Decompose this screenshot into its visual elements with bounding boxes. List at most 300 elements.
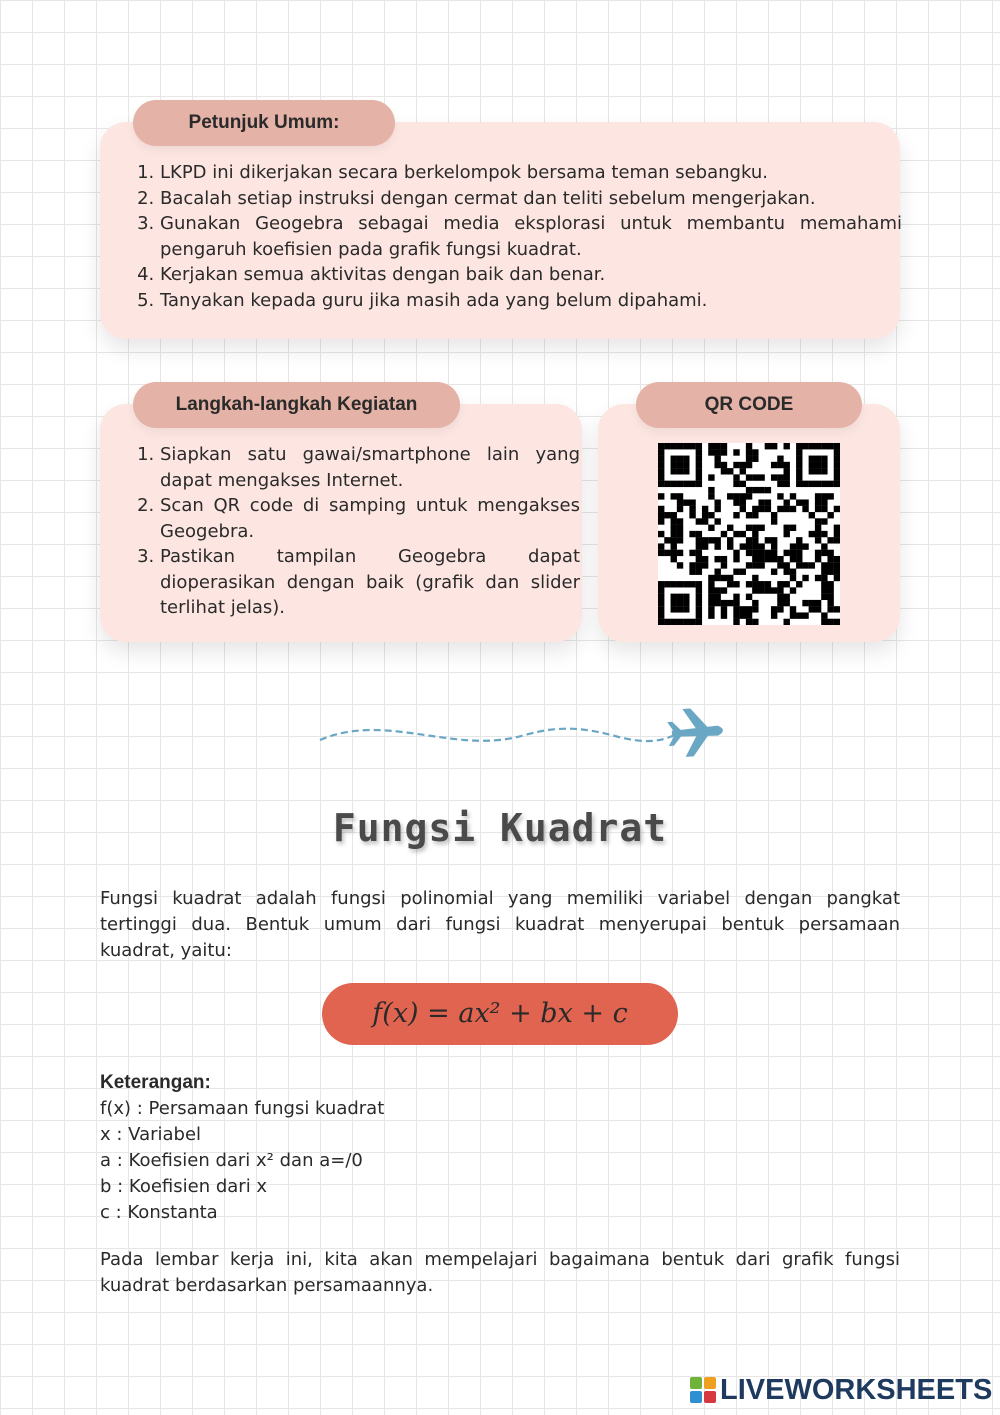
qr-code[interactable] — [658, 443, 840, 625]
qr-module — [677, 594, 683, 600]
qr-module — [714, 569, 720, 575]
qr-module — [809, 606, 815, 612]
qr-module — [784, 581, 790, 587]
qr-module — [658, 612, 664, 618]
qr-module — [702, 543, 708, 549]
qr-module — [721, 575, 727, 581]
qr-module — [771, 512, 777, 518]
qr-module — [827, 562, 833, 568]
qr-module — [683, 462, 689, 468]
qr-module — [784, 600, 790, 606]
qr-module — [727, 600, 733, 606]
qr-module — [758, 474, 764, 480]
qr-module — [740, 543, 746, 549]
qr-module — [796, 537, 802, 543]
qr-module — [796, 481, 802, 487]
qr-module — [809, 468, 815, 474]
qr-module — [658, 506, 664, 512]
qr-module — [796, 449, 802, 455]
qr-module — [746, 606, 752, 612]
qr-module — [677, 518, 683, 524]
qr-module — [784, 531, 790, 537]
qr-module — [790, 606, 796, 612]
qr-module — [777, 594, 783, 600]
qr-module — [658, 493, 664, 499]
qr-module — [658, 512, 664, 518]
airplane-decoration — [315, 700, 725, 760]
qr-module — [683, 594, 689, 600]
qr-module — [708, 493, 714, 499]
qr-module — [790, 569, 796, 575]
qr-module — [671, 456, 677, 462]
qr-module — [771, 462, 777, 468]
qr-module — [834, 531, 840, 537]
qr-module — [821, 550, 827, 556]
qr-module — [696, 594, 702, 600]
logo-mark-icon — [690, 1377, 716, 1403]
qr-module — [671, 581, 677, 587]
qr-module — [815, 550, 821, 556]
qr-module — [752, 537, 758, 543]
qr-module — [821, 468, 827, 474]
qr-module — [664, 537, 670, 543]
qr-module — [796, 543, 802, 549]
qr-module — [696, 600, 702, 606]
qr-module — [821, 581, 827, 587]
qr-module — [714, 543, 720, 549]
qr-module — [689, 550, 695, 556]
qr-module — [784, 474, 790, 480]
qr-module — [784, 481, 790, 487]
qr-module — [796, 612, 802, 618]
qr-module — [777, 600, 783, 606]
qr-module — [796, 456, 802, 462]
qr-module — [683, 581, 689, 587]
qr-module — [689, 481, 695, 487]
qr-module — [746, 537, 752, 543]
qr-module — [815, 600, 821, 606]
qr-module — [777, 556, 783, 562]
qr-module — [702, 556, 708, 562]
qr-module — [740, 468, 746, 474]
qr-module — [740, 462, 746, 468]
qr-module — [815, 468, 821, 474]
qr-module — [821, 594, 827, 600]
qr-module — [790, 493, 796, 499]
qr-module — [683, 443, 689, 449]
qr-module — [758, 550, 764, 556]
qr-module — [708, 612, 714, 618]
qr-module — [821, 462, 827, 468]
qr-module — [821, 499, 827, 505]
qr-module — [733, 481, 739, 487]
qr-module — [702, 562, 708, 568]
qr-module — [784, 499, 790, 505]
steps-list — [138, 442, 580, 621]
qr-module — [671, 550, 677, 556]
qr-module — [752, 525, 758, 531]
qr-module — [758, 487, 764, 493]
qr-module — [714, 587, 720, 593]
qr-module — [702, 537, 708, 543]
qr-module — [733, 619, 739, 625]
qr-module — [821, 493, 827, 499]
qr-module — [777, 474, 783, 480]
qr-module — [815, 481, 821, 487]
qr-module — [733, 581, 739, 587]
qr-module — [671, 543, 677, 549]
qr-module — [802, 506, 808, 512]
qr-module — [821, 619, 827, 625]
qr-module — [714, 600, 720, 606]
qr-module — [696, 449, 702, 455]
qr-module — [696, 468, 702, 474]
qr-module — [809, 462, 815, 468]
qr-module — [752, 562, 758, 568]
qr-module — [683, 606, 689, 612]
qr-module — [689, 562, 695, 568]
qr-module — [708, 443, 714, 449]
qr-module — [696, 612, 702, 618]
qr-module — [696, 537, 702, 543]
intro-paragraph: Fungsi kuadrat adalah fungsi polinomial yang memiliki variabel dengan pangkat tertinggi dua. Bentuk umum dari fungsi kuadrat menyerupai bentuk persamaan kuadrat, yaitu: — [100, 888, 900, 961]
qr-module — [809, 512, 815, 518]
qr-module — [821, 612, 827, 618]
qr-module — [714, 456, 720, 462]
qr-module — [658, 531, 664, 537]
qr-module — [821, 587, 827, 593]
qr-module — [796, 556, 802, 562]
qr-module — [689, 443, 695, 449]
qr-module — [733, 594, 739, 600]
list-item: 5. Tanyakan kepada guru jika masih ada yang belum dipahami. — [160, 288, 902, 314]
qr-module — [664, 481, 670, 487]
qr-module — [677, 462, 683, 468]
qr-module — [733, 612, 739, 618]
qr-module — [733, 569, 739, 575]
qr-module — [752, 456, 758, 462]
qr-module — [721, 443, 727, 449]
qr-module — [658, 462, 664, 468]
qr-module — [758, 506, 764, 512]
qr-module — [834, 443, 840, 449]
qr-module — [658, 587, 664, 593]
qr-module — [677, 493, 683, 499]
qr-module — [746, 487, 752, 493]
qr-module — [815, 537, 821, 543]
qr-module — [683, 481, 689, 487]
qr-module — [677, 619, 683, 625]
qr-module — [721, 462, 727, 468]
qr-module — [758, 556, 764, 562]
qr-module — [802, 612, 808, 618]
qr-module — [802, 543, 808, 549]
qr-module — [746, 543, 752, 549]
qr-module — [746, 462, 752, 468]
qr-module — [802, 499, 808, 505]
qr-module — [796, 474, 802, 480]
qr-module — [796, 581, 802, 587]
qr-module — [784, 443, 790, 449]
qr-module — [671, 600, 677, 606]
qr-module — [658, 449, 664, 455]
qr-module — [671, 443, 677, 449]
qr-module — [827, 587, 833, 593]
qr-module — [790, 506, 796, 512]
qr-module — [821, 531, 827, 537]
qr-module — [658, 619, 664, 625]
qr-module — [689, 506, 695, 512]
qr-module — [658, 550, 664, 556]
qr-module — [658, 474, 664, 480]
qr-module — [802, 443, 808, 449]
qr-module — [752, 512, 758, 518]
note-line: x : Variabel — [100, 1124, 202, 1145]
qr-module — [815, 499, 821, 505]
qr-module — [815, 525, 821, 531]
qr-module — [696, 587, 702, 593]
qr-module — [683, 619, 689, 625]
list-item: 2. Scan QR code di samping untuk mengakses Geogebra. — [160, 493, 580, 544]
qr-module — [721, 562, 727, 568]
qr-module — [765, 537, 771, 543]
qr-module — [696, 562, 702, 568]
qr-module — [815, 443, 821, 449]
qr-module — [746, 550, 752, 556]
qr-module — [827, 537, 833, 543]
qr-module — [746, 581, 752, 587]
qr-module — [689, 569, 695, 575]
qr-module — [777, 456, 783, 462]
qr-module — [790, 556, 796, 562]
qr-module — [721, 556, 727, 562]
closing-paragraph: Pada lembar kerja ini, kita akan mempelajari bagaimana bentuk dari grafik fungsi kuadrat berdasarkan persamaannya. — [100, 1249, 900, 1296]
qr-module — [834, 449, 840, 455]
qr-module — [658, 594, 664, 600]
qr-module — [752, 587, 758, 593]
qr-module — [771, 606, 777, 612]
qr-module — [752, 506, 758, 512]
qr-module — [740, 531, 746, 537]
qr-module — [834, 575, 840, 581]
qr-module — [671, 594, 677, 600]
qr-module — [727, 543, 733, 549]
qr-module — [746, 443, 752, 449]
qr-module — [777, 481, 783, 487]
qr-module — [771, 612, 777, 618]
qr-module — [834, 606, 840, 612]
qr-module — [777, 562, 783, 568]
qr-module — [765, 556, 771, 562]
qr-module — [671, 518, 677, 524]
qr-module — [671, 462, 677, 468]
qr-module — [752, 487, 758, 493]
qr-module — [809, 531, 815, 537]
qr-module — [733, 531, 739, 537]
qr-module — [784, 506, 790, 512]
qr-module — [658, 581, 664, 587]
qr-module — [827, 619, 833, 625]
qr-module — [733, 449, 739, 455]
qr-module — [677, 525, 683, 531]
qr-module — [765, 581, 771, 587]
qr-module — [765, 587, 771, 593]
qr-module — [708, 449, 714, 455]
qr-module — [765, 443, 771, 449]
qr-module — [671, 531, 677, 537]
qr-module — [740, 499, 746, 505]
qr-module — [752, 543, 758, 549]
qr-module — [733, 493, 739, 499]
qr-module — [677, 581, 683, 587]
qr-module — [671, 537, 677, 543]
qr-module — [746, 474, 752, 480]
list-item: 1. Siapkan satu gawai/smartphone lain yang dapat mengakses Internet. — [160, 442, 580, 493]
qr-module — [740, 493, 746, 499]
qr-module — [815, 531, 821, 537]
qr-module — [827, 606, 833, 612]
qr-module — [689, 499, 695, 505]
qr-module — [714, 499, 720, 505]
qr-module — [834, 569, 840, 575]
qr-module — [714, 506, 720, 512]
qr-module — [752, 581, 758, 587]
qr-module — [752, 600, 758, 606]
qr-module — [677, 456, 683, 462]
qr-module — [784, 594, 790, 600]
qr-module — [721, 612, 727, 618]
note-line: b : Koefisien dari x — [100, 1176, 268, 1197]
qr-module — [733, 512, 739, 518]
qr-module — [696, 606, 702, 612]
qr-module — [727, 525, 733, 531]
qr-module — [696, 481, 702, 487]
qr-module — [714, 556, 720, 562]
qr-module — [683, 600, 689, 606]
qr-module — [671, 468, 677, 474]
qr-module — [834, 474, 840, 480]
qr-module — [771, 587, 777, 593]
qr-module — [827, 594, 833, 600]
qr-module — [714, 462, 720, 468]
qr-module — [771, 443, 777, 449]
qr-module — [771, 550, 777, 556]
qr-module — [740, 506, 746, 512]
qr-module — [790, 587, 796, 593]
list-item: 3. Pastikan tampilan Geogebra dapat dioperasikan dengan baik (grafik dan slider terlihat jelas). — [160, 544, 580, 621]
qr-module — [777, 581, 783, 587]
qr-module — [827, 512, 833, 518]
qr-module — [708, 600, 714, 606]
qr-module — [658, 456, 664, 462]
qr-module — [746, 449, 752, 455]
qr-module — [796, 562, 802, 568]
qr-module — [696, 518, 702, 524]
qr-module — [696, 443, 702, 449]
qr-module — [658, 481, 664, 487]
qr-module — [777, 606, 783, 612]
qr-module — [677, 443, 683, 449]
qr-module — [664, 581, 670, 587]
general-instructions-list — [138, 160, 902, 313]
formula-badge: f(x) = ax² + bx + c — [322, 983, 678, 1045]
qr-module — [677, 550, 683, 556]
qr-module — [696, 462, 702, 468]
general-instructions-title: Petunjuk Umum: — [133, 100, 395, 146]
qr-module — [834, 619, 840, 625]
qr-module — [664, 550, 670, 556]
qr-module — [827, 481, 833, 487]
qr-module — [790, 550, 796, 556]
qr-module — [733, 556, 739, 562]
qr-module — [677, 600, 683, 606]
qr-module — [746, 562, 752, 568]
list-item: 1. LKPD ini dikerjakan secara berkelompok bersama teman sebangku. — [160, 160, 902, 186]
qr-module — [834, 456, 840, 462]
qr-module — [708, 606, 714, 612]
notes-title: Keterangan: — [100, 1072, 211, 1093]
qr-module — [796, 550, 802, 556]
qr-module — [696, 556, 702, 562]
qr-module — [827, 556, 833, 562]
qr-module — [696, 456, 702, 462]
qr-module — [740, 606, 746, 612]
qr-module — [727, 575, 733, 581]
qr-module — [771, 474, 777, 480]
qr-module — [714, 537, 720, 543]
qr-module — [746, 456, 752, 462]
list-item: 3. Gunakan Geogebra sebagai media eksplorasi untuk membantu memahami pengaruh koefisien pada grafik fungsi kuadrat. — [160, 211, 902, 262]
qr-module — [834, 562, 840, 568]
qr-module — [827, 443, 833, 449]
qr-module — [746, 512, 752, 518]
qr-module — [802, 481, 808, 487]
qr-module — [708, 537, 714, 543]
qr-module — [821, 443, 827, 449]
qr-module — [702, 518, 708, 524]
qr-module — [714, 518, 720, 524]
qr-module — [733, 462, 739, 468]
qr-module — [727, 493, 733, 499]
qr-module — [784, 619, 790, 625]
section-title: Fungsi Kuadrat — [332, 806, 668, 850]
qr-module — [658, 600, 664, 606]
qr-module — [708, 487, 714, 493]
qr-module — [689, 619, 695, 625]
qr-module — [821, 569, 827, 575]
qr-module — [733, 474, 739, 480]
qr-module — [740, 612, 746, 618]
qr-module — [765, 550, 771, 556]
qr-module — [815, 606, 821, 612]
qr-module — [714, 443, 720, 449]
qr-module — [777, 587, 783, 593]
qr-module — [683, 456, 689, 462]
qr-module — [740, 481, 746, 487]
qr-module — [677, 606, 683, 612]
note-line: a : Koefisien dari x² dan a=/0 — [100, 1150, 363, 1171]
qr-module — [796, 443, 802, 449]
qr-module — [752, 619, 758, 625]
liveworksheets-logo[interactable] — [690, 1374, 992, 1406]
qr-module — [708, 594, 714, 600]
qr-module — [765, 487, 771, 493]
qr-module — [771, 569, 777, 575]
qr-module — [790, 525, 796, 531]
qr-module — [664, 619, 670, 625]
qr-module — [721, 587, 727, 593]
qr-module — [758, 581, 764, 587]
